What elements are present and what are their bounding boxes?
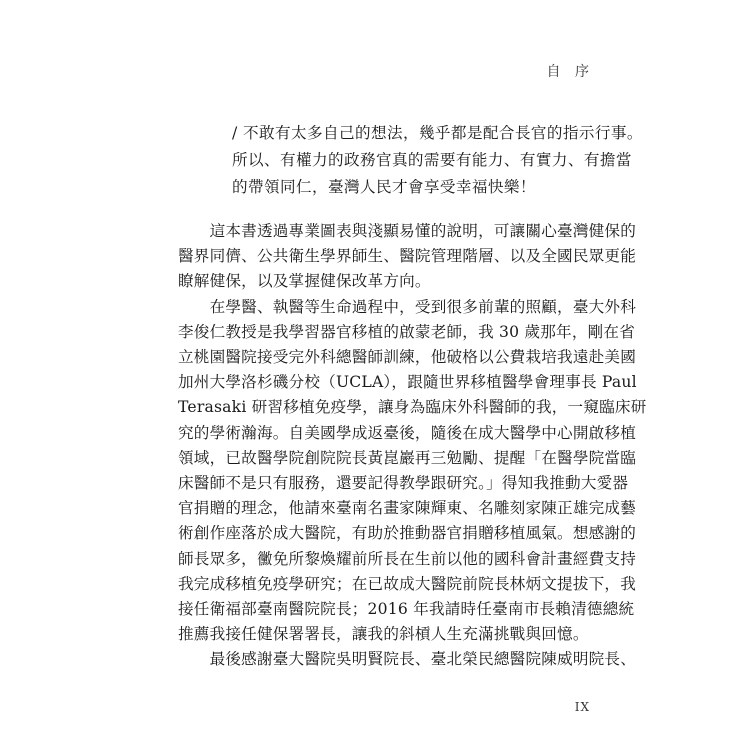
quote-block bbox=[232, 120, 643, 201]
body-line: 加州大學洛杉磯分校（UCLA），跟隨世界移植醫學會理事長 Paul bbox=[178, 373, 637, 392]
body-line: 我完成移植免疫學研究；在已故成大醫院前院長林炳文提拔下，我 bbox=[178, 574, 637, 593]
body-line: 官捐贈的理念，他請來臺南名畫家陳輝東、名雕刻家陳正雄完成藝 bbox=[178, 499, 637, 518]
quote-line: / 不敢有太多自己的想法，幾乎都是配合長官的指示行事。 bbox=[232, 124, 643, 142]
running-header: 自 序 bbox=[546, 64, 594, 80]
body-line: 床醫師不是只有服務，還要記得教學跟研究。」得知我推動大愛器 bbox=[178, 474, 629, 493]
body-line: 醫界同儕、公共衛生學界師生、醫院管理階層、以及全國民眾更能 bbox=[178, 247, 637, 266]
body-line: 領域，已故醫學院創院院長黃崑巖再三勉勵、提醒「在醫學院當臨 bbox=[178, 448, 637, 467]
body-line: 在學醫、執醫等生命過程中，受到很多前輩的照顧，臺大外科 bbox=[178, 297, 637, 316]
page-number: IX bbox=[574, 700, 590, 714]
body-line: 師長眾多，黴免所黎煥耀前所長在生前以他的國科會計畫經費支持 bbox=[178, 549, 637, 568]
quote-line: 所以、有權力的政務官真的需要有能力、有實力、有擔當 bbox=[232, 151, 632, 169]
body-line: 立桃園醫院接受完外科總醫師訓練，他破格以公費栽培我遠赴美國 bbox=[178, 348, 637, 367]
body-line: Terasaki 研習移植免疫學，讓身為臨床外科醫師的我，一窺臨床研 bbox=[178, 398, 647, 417]
body-line: 術創作座落於成大醫院，有助於推動器官捐贈移植風氣。想感謝的 bbox=[178, 524, 637, 543]
quote-line: 的帶領同仁，臺灣人民才會享受幸福快樂！ bbox=[232, 178, 536, 196]
body-line: 瞭解健保，以及掌握健保改革方向。 bbox=[178, 272, 431, 291]
body-line: 最後感謝臺大醫院吳明賢院長、臺北榮民總醫院陳威明院長、 bbox=[178, 650, 637, 669]
body-line: 李俊仁教授是我學習器官移植的啟蒙老師，我 30 歲那年，剛在省 bbox=[178, 322, 635, 341]
body-line: 究的學術瀚海。自美國學成返臺後，隨後在成大醫學中心開啟移植 bbox=[178, 423, 637, 442]
body-text bbox=[178, 219, 647, 673]
body-line: 接任衛福部臺南醫院院長；2016 年我請時任臺南市長賴清德總統 bbox=[178, 600, 635, 619]
body-line: 推薦我接任健保署署長，讓我的斜槓人生充滿挑戰與回憶。 bbox=[178, 625, 589, 644]
body-line: 這本書透過專業圖表與淺顯易懂的說明，可讓關心臺灣健保的 bbox=[178, 222, 637, 240]
